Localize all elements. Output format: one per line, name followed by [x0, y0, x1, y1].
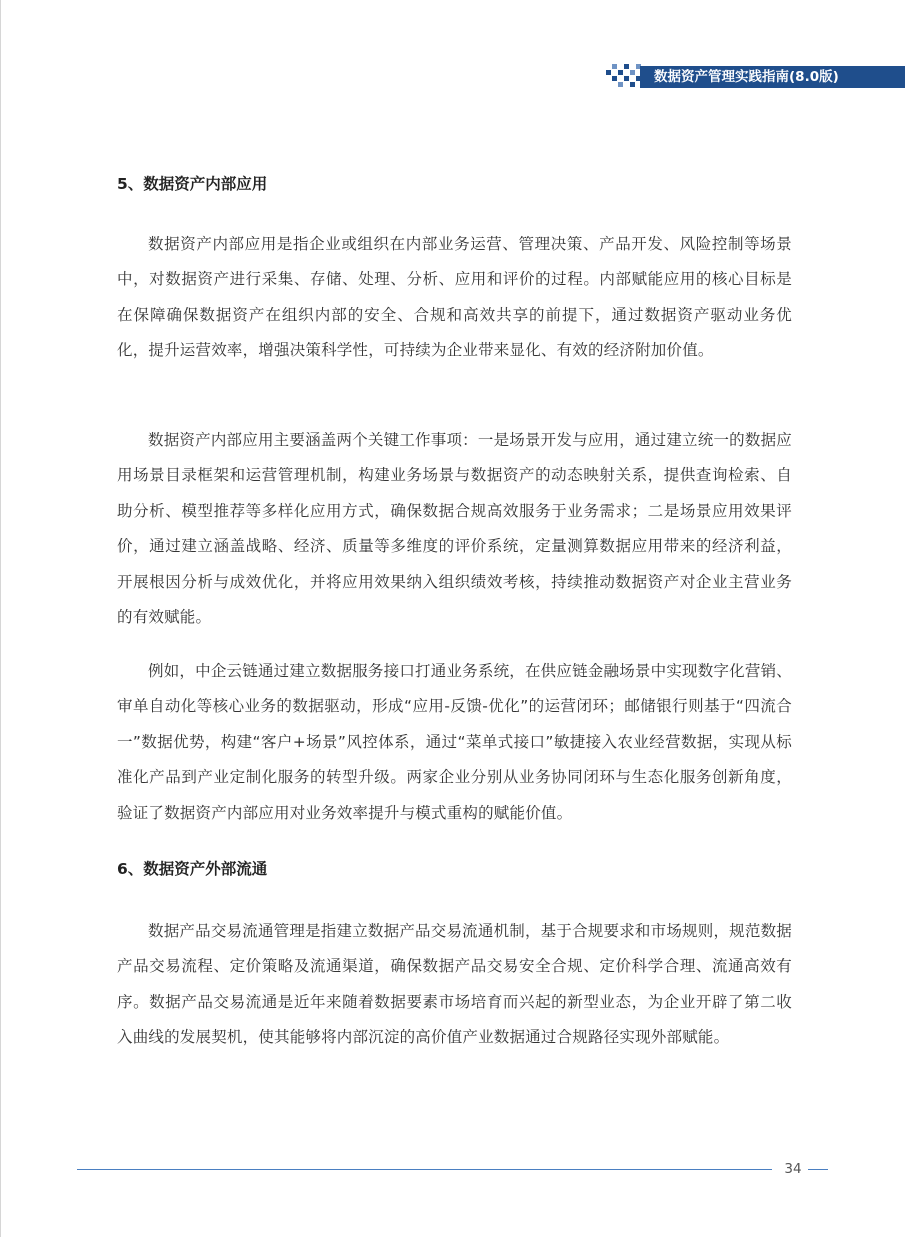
- paragraph: 数据资产内部应用主要涵盖两个关键工作事项：一是场景开发与应用，通过建立统一的数据应用场景目录框架和运营管理机制，构建业务场景与数据资产的动态映射关系，提供查询检索、自助分析、模型推荐等多样化应用方式，确保数据合规高效服务于业务需求；二是场景应用效果评价，通过建立涵盖战略、经济、质量等多维度的评价系统，定量测算数据应用带来的经济利益，开展根因分析与成效优化，并将应用效果纳入组织绩效考核，持续推动数据资产对企业主营业务的有效赋能。: [117, 431, 792, 627]
- footer-divider: [77, 1169, 772, 1170]
- paragraph: 数据产品交易流通管理是指建立数据产品交易流通机制，基于合规要求和市场规则，规范数据产品交易流程、定价策略及流通渠道，确保数据产品交易安全合规、定价科学合理、流通高效有序。数据产品交易流通是近年来随着数据要素市场培育而兴起的新型业态，为企业开辟了第二收入曲线的发展契机，使其能够将内部沉淀的高价值产业数据通过合规路径实现外部赋能。: [117, 922, 792, 1047]
- paragraph: 数据资产内部应用是指企业或组织在内部业务运营、管理决策、产品开发、风险控制等场景中，对数据资产进行采集、存储、处理、分析、应用和评价的过程。内部赋能应用的核心目标是在保障确保数据资产在组织内部的安全、合规和高效共享的前提下，通过数据资产驱动业务优化，提升运营效率，增强决策科学性，可持续为企业带来显化、有效的经济附加价值。: [117, 235, 792, 360]
- section-heading-5: 5、数据资产内部应用: [117, 175, 268, 193]
- page-number: 34: [784, 1161, 802, 1177]
- paragraph: 例如，中企云链通过建立数据服务接口打通业务系统，在供应链金融场景中实现数字化营销、审单自动化等核心业务的数据驱动，形成“应用-反馈-优化”的运营闭环；邮储银行则基于“四流合一”数据优势，构建“客户+场景”风控体系，通过“菜单式接口”敏捷接入农业经营数据，实现从标准化产品到产业定制化服务的转型升级。两家企业分别从业务协同闭环与生态化服务创新角度，验证了数据资产内部应用对业务效率提升与模式重构的赋能价值。: [117, 662, 792, 822]
- section-heading-6: 6、数据资产外部流通: [117, 860, 268, 878]
- header-title: 数据资产管理实践指南(8.0版): [654, 69, 839, 85]
- footer-divider-tail: [808, 1169, 828, 1170]
- page-edge: [0, 0, 1, 1237]
